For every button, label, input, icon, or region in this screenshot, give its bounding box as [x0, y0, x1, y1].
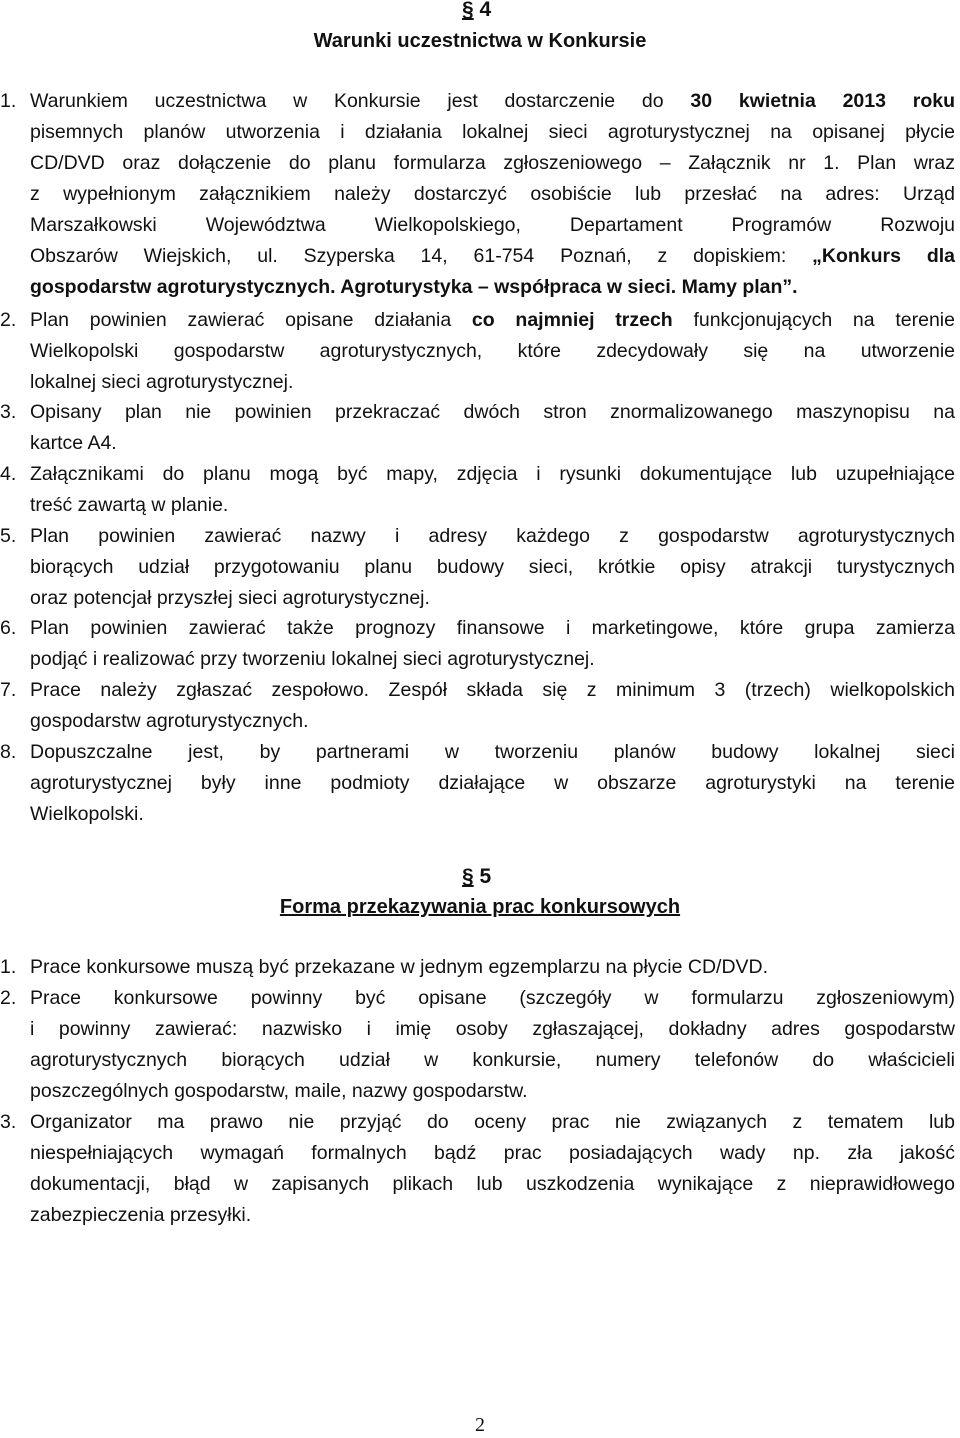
- list-item-number: 6.: [0, 617, 17, 639]
- section-5-title: Forma przekazywania prac konkursowych: [279, 896, 681, 918]
- text-line: [30, 183, 955, 206]
- text-segment: gospodarstw agroturystycznych.: [30, 710, 309, 732]
- emphasized-text: gospodarstw agroturystycznych. Agroturystyka – współpraca w sieci. Mamy plan”.: [30, 276, 798, 298]
- text-line: [30, 648, 955, 671]
- text-segment: Plan powinien zawierać opisane działania: [30, 309, 472, 331]
- text-segment: dokumentacji, błąd w zapisanych plikach lub uszkodzenia wynikające z nieprawidłowego: [30, 1173, 955, 1195]
- text-segment: niespełniających wymagań formalnych bądź prac posiadających wady np. zła jakość: [30, 1142, 955, 1164]
- list-item-number: 1.: [0, 90, 17, 112]
- text-line: [30, 276, 955, 299]
- text-segment: z wypełnionym załącznikiem należy dostarczyć osobiście lub przesłać na adres: Urząd: [30, 183, 955, 205]
- emphasized-text: 30 kwietnia 2013 roku: [690, 90, 956, 112]
- text-line: [30, 741, 955, 764]
- list-item-number: 7.: [0, 679, 17, 701]
- text-line: [30, 987, 955, 1010]
- text-segment: lokalnej sieci agroturystycznej.: [30, 371, 294, 393]
- text-line: [30, 494, 955, 517]
- text-line: [30, 1049, 955, 1072]
- text-line: [30, 1018, 955, 1041]
- text-line: [30, 617, 955, 640]
- text-segment: CD/DVD oraz dołączenie do planu formularza zgłoszeniowego – Załącznik nr 1. Plan wraz: [30, 152, 955, 174]
- text-line: [30, 525, 955, 548]
- section-number: 4: [479, 0, 492, 21]
- page-number: 2: [475, 1414, 485, 1436]
- text-line: [30, 121, 955, 144]
- list-item-number: 5.: [0, 525, 17, 547]
- text-segment: oraz potencjał przyszłej sieci agroturystycznej.: [30, 587, 430, 609]
- text-segment: Plan powinien zawierać nazwy i adresy każdego z gospodarstw agroturystycznych: [30, 525, 955, 547]
- text-line: [30, 556, 955, 579]
- text-segment: i powinny zawierać: nazwisko i imię osoby zgłaszającej, dokładny adres gospodarstw: [30, 1018, 955, 1040]
- text-segment: funkcjonujących na terenie: [672, 309, 955, 331]
- list-item-number: 1.: [0, 956, 17, 978]
- paragraph-symbol: §: [462, 865, 474, 888]
- list-item-number: 3.: [0, 401, 17, 423]
- text-segment: Prace konkursowe muszą być przekazane w jednym egzemplarzu na płycie CD/DVD.: [30, 956, 769, 978]
- text-segment: Wielkopolski gospodarstw agroturystycznych, które zdecydowały się na utworzenie: [30, 340, 955, 362]
- text-segment: zabezpieczenia przesyłki.: [30, 1204, 252, 1226]
- text-segment: Prace konkursowe powinny być opisane (szczegóły w formularzu zgłoszeniowym): [30, 987, 955, 1009]
- text-segment: Dopuszczalne jest, by partnerami w tworzeniu planów budowy lokalnej sieci: [30, 741, 955, 763]
- text-line: [30, 463, 955, 486]
- text-line: [30, 1111, 955, 1134]
- text-segment: poszczególnych gospodarstw, maile, nazwy gospodarstw.: [30, 1080, 528, 1102]
- text-segment: Załącznikami do planu mogą być mapy, zdjęcia i rysunki dokumentujące lub uzupełniające: [30, 463, 955, 485]
- text-line: [30, 772, 955, 795]
- text-line: [30, 401, 955, 424]
- section-number: 5: [479, 865, 492, 888]
- text-segment: podjąć i realizować przy tworzeniu lokalnej sieci agroturystycznej.: [30, 648, 595, 670]
- text-line: [30, 803, 955, 826]
- text-segment: treść zawartą w planie.: [30, 494, 229, 516]
- text-line: [30, 710, 955, 733]
- section-4-title: Warunki uczestnictwa w Konkursie: [313, 30, 647, 52]
- list-item-number: 4.: [0, 463, 17, 485]
- text-segment: agroturystycznych biorących udział w konkursie, numery telefonów do właścicieli: [30, 1049, 955, 1071]
- text-line: [30, 371, 955, 394]
- list-item-number: 2.: [0, 987, 17, 1009]
- text-segment: Wielkopolski.: [30, 803, 144, 825]
- text-line: [30, 956, 955, 979]
- list-item-number: 2.: [0, 309, 17, 331]
- text-line: [30, 679, 955, 702]
- text-line: [30, 1142, 955, 1165]
- text-segment: biorących udział przygotowaniu planu budowy sieci, krótkie opisy atrakcji turystycznych: [30, 556, 955, 578]
- section-5-paragraph-mark: [462, 865, 491, 889]
- text-segment: kartce A4.: [30, 432, 117, 454]
- text-line: [30, 1173, 955, 1196]
- text-line: [30, 1204, 955, 1227]
- text-line: [30, 309, 955, 332]
- text-segment: pisemnych planów utworzenia i działania lokalnej sieci agroturystycznej na opisanej płycie: [30, 121, 955, 143]
- text-line: [30, 245, 955, 268]
- section-4-paragraph-mark: [462, 0, 491, 22]
- text-line: [30, 152, 955, 175]
- paragraph-symbol: §: [462, 0, 474, 21]
- text-segment: Prace należy zgłaszać zespołowo. Zespół składa się z minimum 3 (trzech) wielkopolskich: [30, 679, 955, 701]
- emphasized-text: „Konkurs dla: [812, 245, 956, 267]
- text-segment: Plan powinien zawierać także prognozy finansowe i marketingowe, które grupa zamierza: [30, 617, 955, 639]
- text-segment: Opisany plan nie powinien przekraczać dwóch stron znormalizowanego maszynopisu na: [30, 401, 955, 423]
- list-item-number: 3.: [0, 1111, 17, 1133]
- text-segment: agroturystycznej były inne podmioty działające w obszarze agroturystyki na terenie: [30, 772, 955, 794]
- text-segment: Obszarów Wiejskich, ul. Szyperska 14, 61-754 Poznań, z dopiskiem:: [30, 245, 813, 267]
- text-line: [30, 432, 955, 455]
- emphasized-text: co najmniej trzech: [471, 309, 673, 331]
- text-line: [30, 90, 955, 113]
- text-line: [30, 1080, 955, 1103]
- text-segment: Warunkiem uczestnictwa w Konkursie jest dostarczenie do: [30, 90, 691, 112]
- text-line: [30, 214, 955, 237]
- text-line: [30, 587, 955, 610]
- list-item-number: 8.: [0, 741, 17, 763]
- text-segment: Organizator ma prawo nie przyjąć do oceny prac nie związanych z tematem lub: [30, 1111, 955, 1133]
- text-segment: Marszałkowski Województwa Wielkopolskiego, Departament Programów Rozwoju: [30, 214, 955, 236]
- text-line: [30, 340, 955, 363]
